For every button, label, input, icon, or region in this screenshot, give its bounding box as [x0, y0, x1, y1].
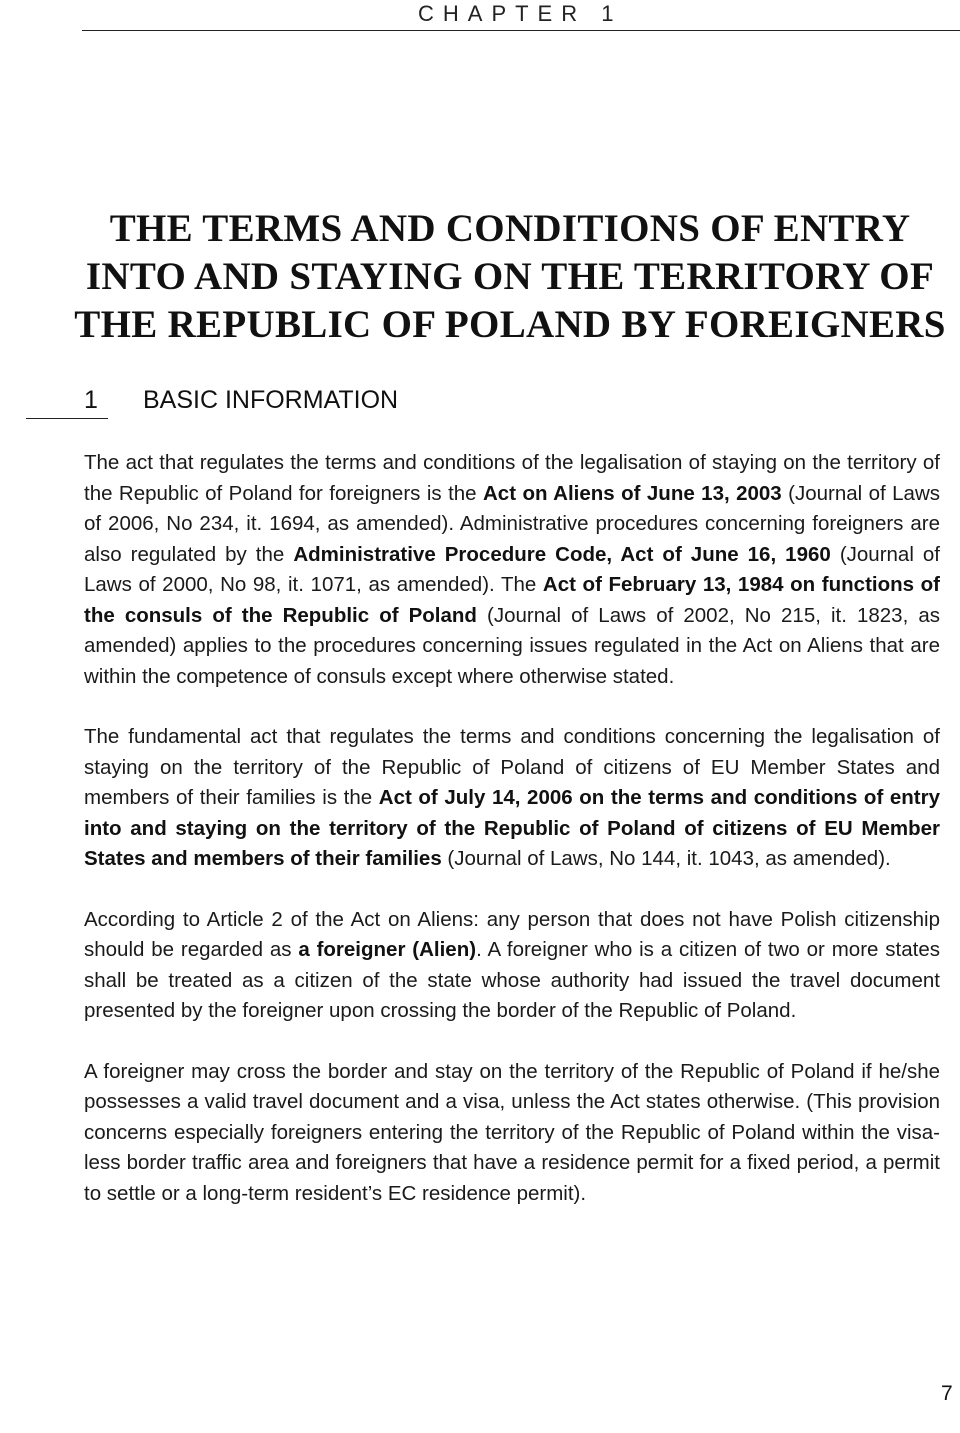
paragraph-text: The — [500, 573, 543, 596]
act-reference: Administrative Procedure Code, Act of June 16, 1960 — [293, 542, 831, 566]
defined-term: a foreigner (Alien) — [298, 938, 477, 961]
paragraph-text: (Journal of Laws of 2000, No 98, it. 1071, as amended). — [84, 542, 940, 596]
act-reference: Act on Aliens of June 13, 2003 — [483, 481, 782, 505]
section-heading — [0, 386, 600, 420]
paragraph-text: (Journal of Laws of 2002, No 215, it. 1823, as amended) applies to the procedures concerning issues regulated in the Act on Aliens that are within the competence of consuls except where otherwise stated. — [84, 603, 940, 688]
act-reference: Act of February 13, 1984 on functions of the consuls of the Republic of Poland — [84, 573, 940, 627]
section-divider — [26, 418, 108, 419]
title-line: INTO AND STAYING ON THE TERRITORY OF — [85, 255, 935, 298]
chapter-label: CHAPTER 1 — [418, 1, 623, 26]
paragraph-text: (Journal of Laws, No 144, it. 1043, as amended). — [441, 847, 891, 870]
title-line: THE TERMS AND CONDITIONS OF ENTRY — [109, 207, 911, 250]
act-reference: Act of July 14, 2006 on the terms and conditions of entry into and staying on the territory of the Republic of Poland of citizens of EU Member States and members of their families — [84, 786, 941, 870]
paragraph-text: . A foreigner who is a citizen of two or more states shall be treated as a citizen of the state whose authority had issued the travel document presented by the foreigner upon crossing the border of the Republic of Poland. — [84, 938, 940, 1022]
title-line: THE REPUBLIC OF POLAND BY FOREIGNERS — [74, 303, 946, 346]
page-title — [60, 205, 960, 349]
paragraph-foreigner-definition — [84, 905, 940, 1027]
chapter-header — [82, 0, 960, 31]
section-title: BASIC INFORMATION — [143, 386, 399, 414]
paragraph-text: the territory of the Republic of Poland for foreigners is the — [84, 451, 940, 505]
paragraph-text: According to Article 2 of the Act on Aliens: any person that does not have Polish citizenship should be regarded as — [84, 907, 940, 961]
paragraph-legal-basis — [84, 448, 940, 692]
paragraph-text: The act that regulates the terms and conditions of the legalisation of staying on — [84, 451, 807, 474]
paragraph-text: (Journal of Laws of 2006, No 234, it. 1694, as amended). — [84, 481, 940, 535]
paragraph-eu-citizens — [84, 722, 940, 875]
body-text — [84, 448, 940, 1209]
paragraph-text: Administrative procedures concerning foreigners are also regulated by the — [84, 512, 940, 566]
page-number: 7 — [941, 1382, 953, 1405]
paragraph-text: The fundamental act that regulates the terms and conditions concerning the legalisation of staying on the territory of the Republic of Poland of citizens of EU Member States and members of their families is the — [84, 725, 940, 809]
paragraph-text: A foreigner may cross the border and stay on the territory of the Republic of Poland if he/she possesses a valid travel document and a visa, unless the Act states otherwise. (This provision concerns especially foreigners entering the territory of the Republic of Poland within the visa-less border traffic area and foreigners that have a residence permit for a fixed period, a permit to settle or a long-term resident’s EC residence permit). — [84, 1059, 940, 1205]
section-number: 1 — [84, 386, 98, 414]
paragraph-border-crossing — [84, 1057, 940, 1210]
